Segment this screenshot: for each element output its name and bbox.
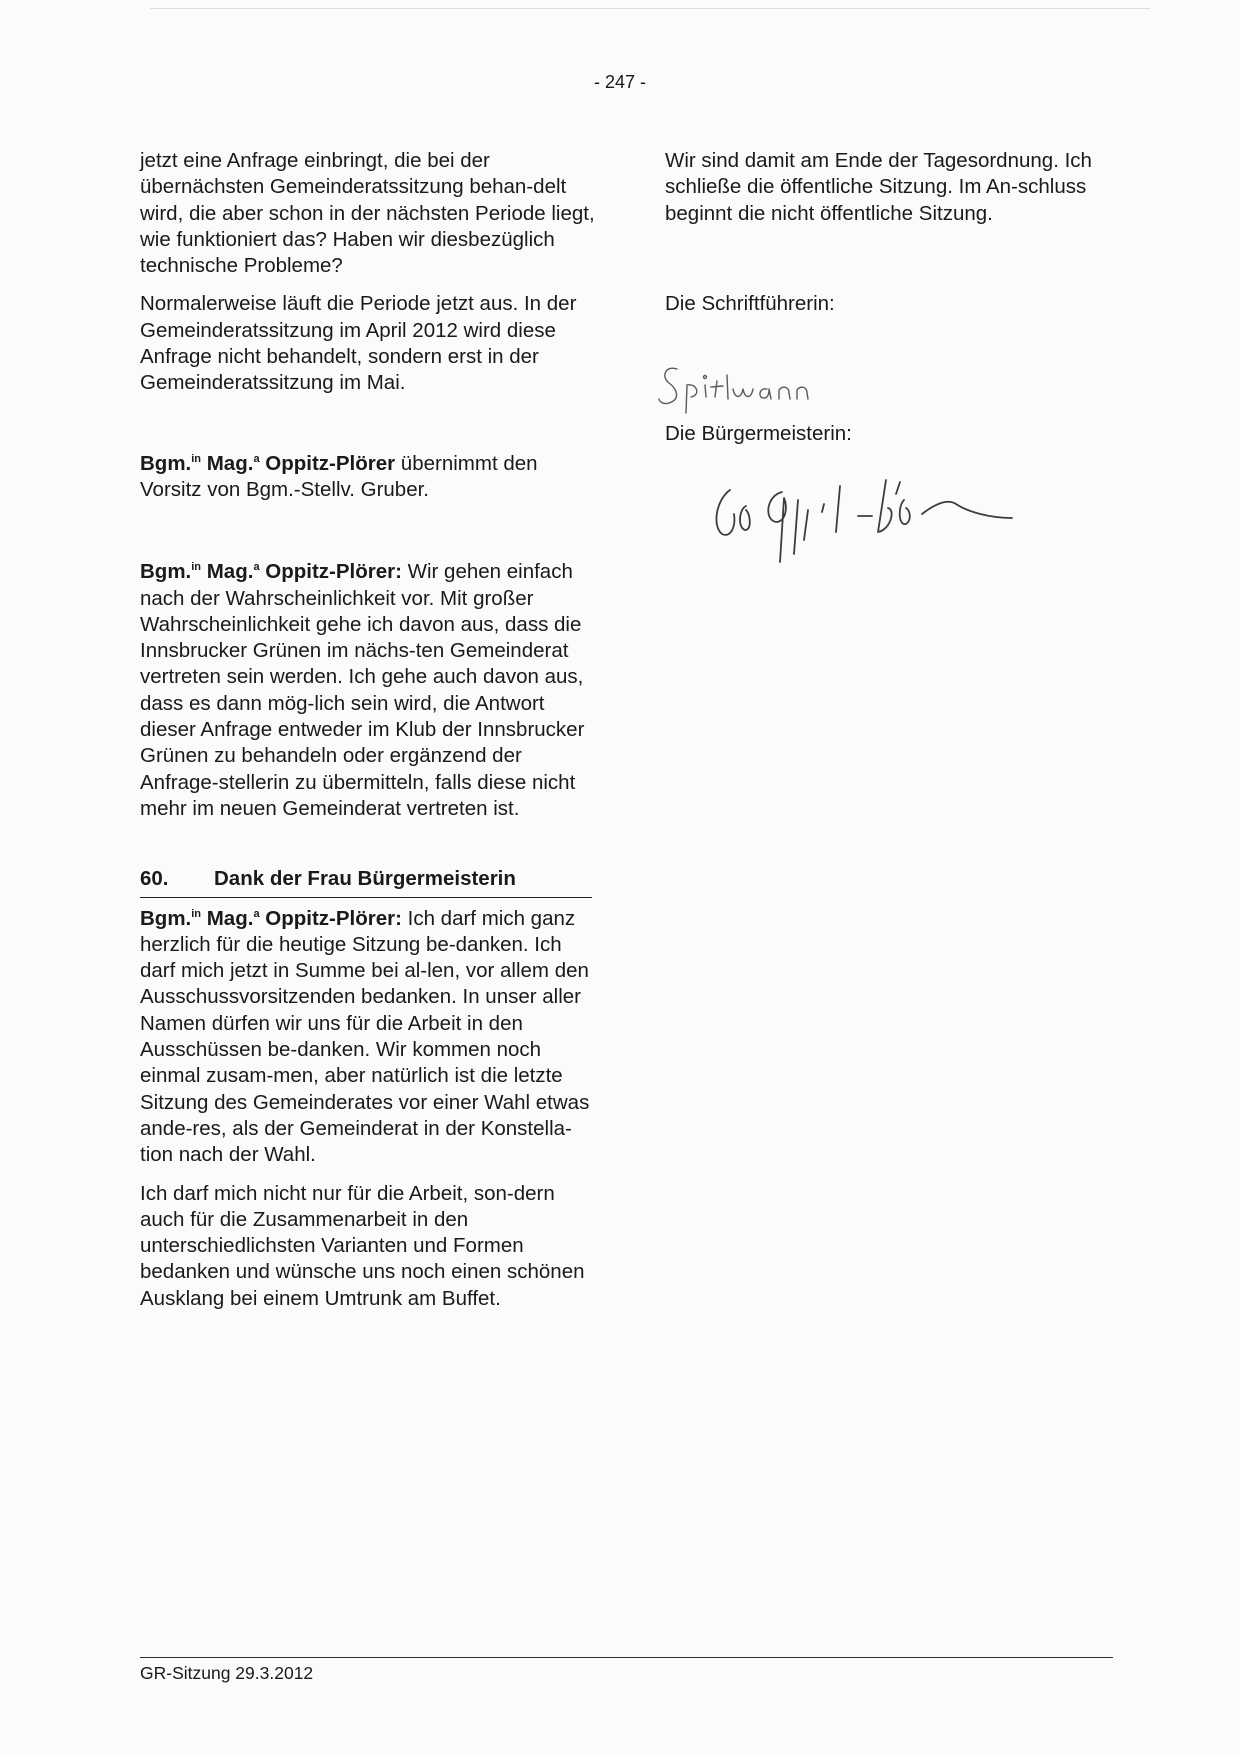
left-column [140,148,595,1312]
section-heading [140,866,592,897]
footer-session-date: GR-Sitzung 29.3.2012 [140,1663,314,1683]
footer-rule [140,1657,1113,1658]
mayor-signature [700,470,1060,600]
section-number: 60. [140,867,169,891]
section-title: Dank der Frau Bürgermeisterin [214,867,516,891]
paragraph-closing-thanks: Ich darf mich nicht nur für die Arbeit, son-dern auch für die Zusammenarbeit in den unterschiedlichsten Varianten und Formen bedanken und wünsche uns noch einen schönen Ausklang bei einem Umtrunk am Buffet. [140,1181,585,1310]
paragraph-chair-change: Bgm.$^{in}$ Mag.$^a$ Oppitz-Plörer übernimmt den Vorsitz von Bgm.-Stellv. Gruber. [140,451,538,501]
page-number: - 247 - [593,72,647,92]
scan-edge-line [150,8,1150,9]
speaker-name: Bgm.$^{in}$ Mag.$^a$ Oppitz-Plörer: [140,560,402,584]
paragraph-question: jetzt eine Anfrage einbringt, die bei der übernächsten Gemeinderatssitzung behan-delt wird, die aber schon in der nächsten Periode liegt, wie funktioniert das? Haben wir diesbezüglich technische Probleme? [140,149,595,278]
mayor-label: Die Bürgermeisterin: [665,422,852,446]
recorder-label: Die Schriftführerin: [665,291,835,315]
paragraph-answer: Normalerweise läuft die Periode jetzt aus. In der Gemeinderatssitzung im April 2012 wird diese Anfrage nicht behandelt, sondern erst in der Gemeinderatssitzung im Mai. [140,292,577,395]
paragraph-end-of-agenda: Wir sind damit am Ende der Tagesordnung. Ich schließe die öffentliche Sitzung. Im An-schluss beginnt die nicht öffentliche Sitzung. [665,149,1092,225]
speaker-name: Bgm.$^{in}$ Mag.$^a$ Oppitz-Plörer [140,451,396,475]
speaker-name: Bgm.$^{in}$ Mag.$^a$ Oppitz-Plörer: [140,906,402,930]
recorder-signature [655,355,925,445]
paragraph-mayor-statement: Bgm.$^{in}$ Mag.$^a$ Oppitz-Plörer: Wir gehen einfach nach der Wahrscheinlichkeit vor. Mit großer Wahrscheinlichkeit gehe ich davon aus, dass die Innsbrucker Grünen im nächs-ten Gemeinderat vertreten sein werden. Ich gehe auch davon aus, dass es dann mög-lich sein wird, die Antwort dieser Anfrage entweder im Klub der Innsbrucker Grünen zu behandeln oder ergänzend der Anfrage-stellerin zu übermitteln, falls diese nicht mehr im neuen Gemeinderat vertreten ist. [140,560,585,820]
paragraph-thanks: Bgm.$^{in}$ Mag.$^a$ Oppitz-Plörer: Ich darf mich ganz herzlich für die heutige Sitzung be-danken. Ich darf mich jetzt in Summe bei al-len, vor allem den Ausschussvorsitzenden bedanken. In unser aller Namen dürfen wir uns für die Arbeit in den Ausschüssen be-danken. Wir kommen noch einmal zusam-men, aber natürlich ist die letzte Sitzung des Gemeinderates vor einer Wahl etwas ande-res, als der Gemeinderat in der Konstella-tion nach der Wahl. [140,906,590,1167]
